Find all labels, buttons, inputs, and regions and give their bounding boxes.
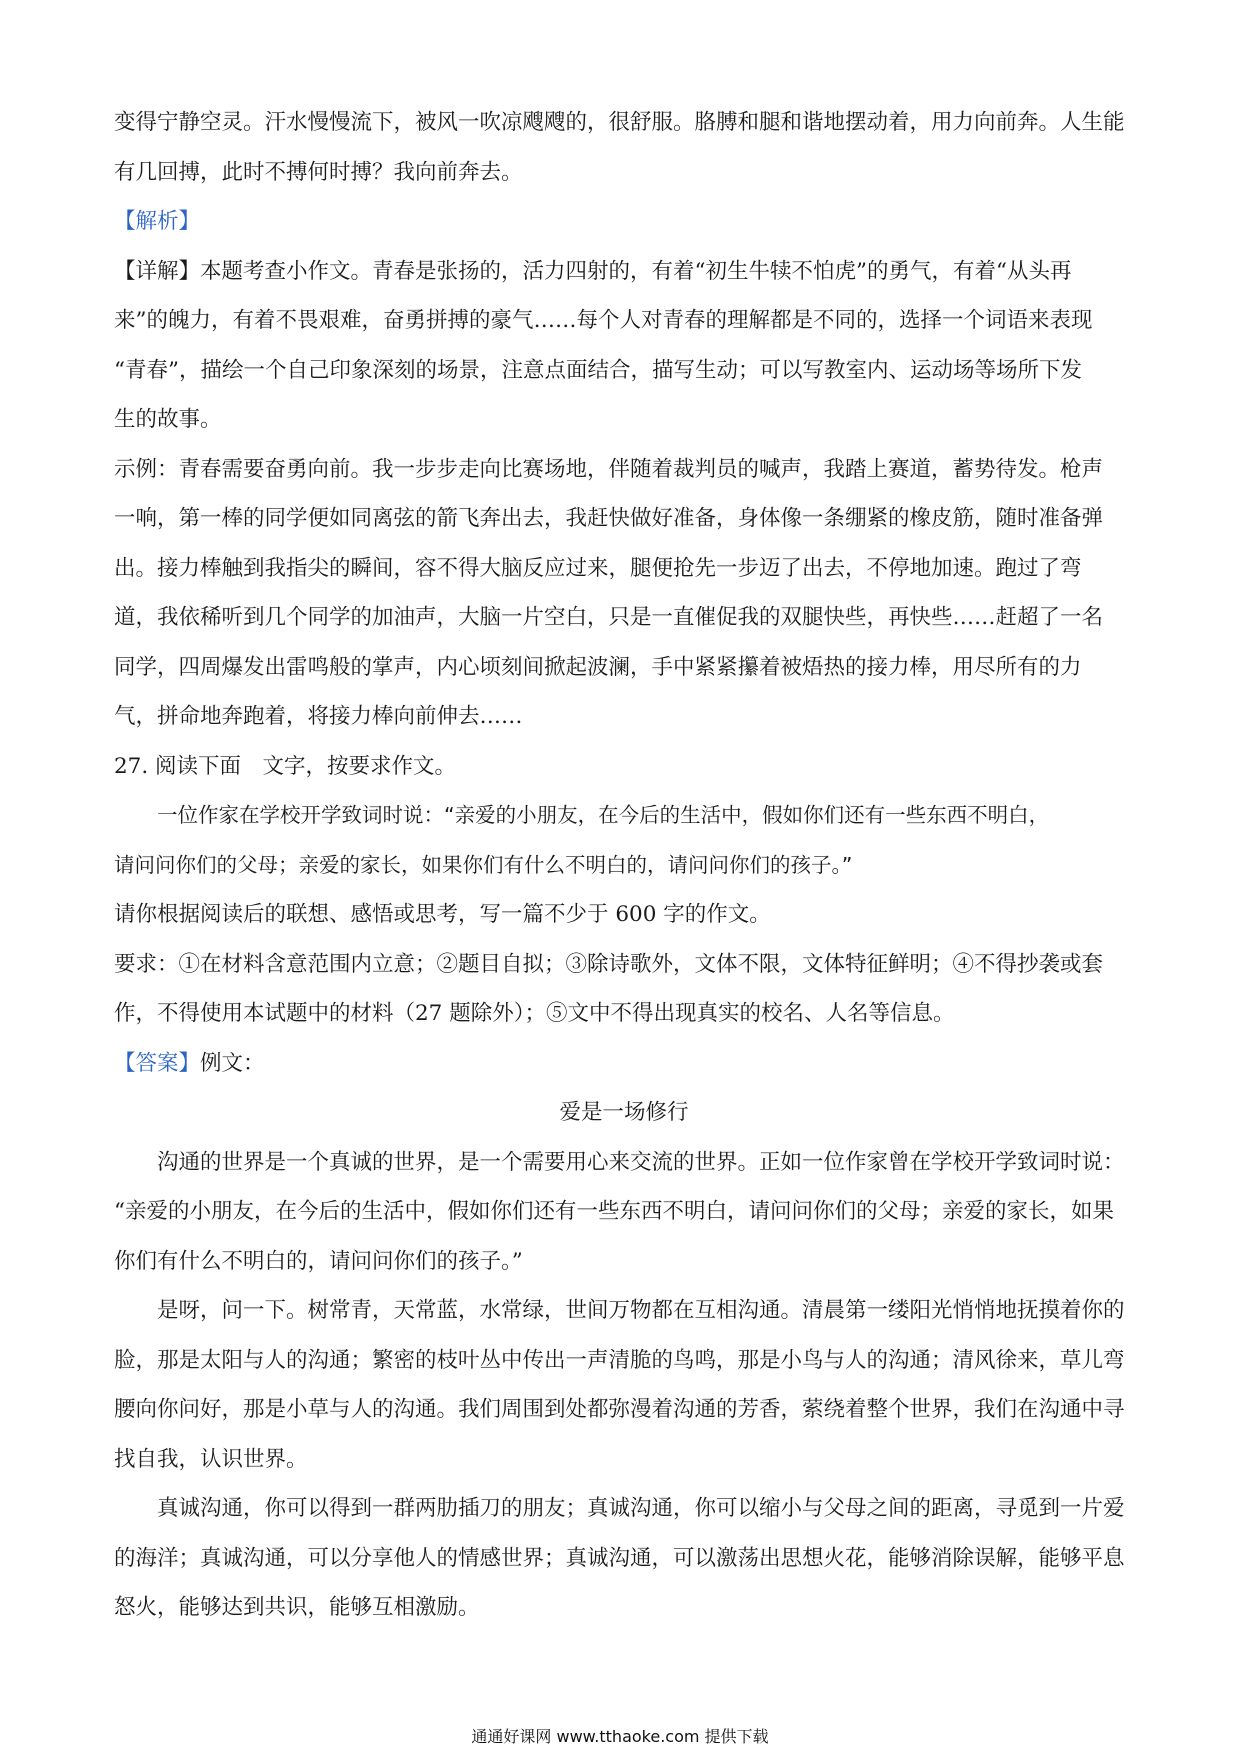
material-quote-line: 请问问你们的父母；亲爱的家长，如果你们有什么不明白的，请问问你们的孩子。” — [114, 852, 853, 877]
paragraph-line: 生的故事。 — [114, 407, 222, 432]
paragraph-line: 腰向你问好，那是小草与人的沟通。我们周围到处都弥漫着沟通的芳香，萦绕着整个世界，我们在沟通中寻 — [114, 1397, 1125, 1422]
paragraph-line: 道，我依稀听到几个同学的加油声，大脑一片空白，只是一直催促我的双腿快些，再快些……赶超了一名 — [114, 605, 1104, 630]
document-page — [114, 98, 1134, 1633]
paragraph-line: 沟通的世界是一个真诚的世界，是一个需要用心来交流的世界。正如一位作家曾在学校开学致词时说： — [157, 1149, 1125, 1175]
question-heading: 27. 阅读下面 文字，按要求作文。 — [114, 753, 457, 779]
paragraph-line: 是呀，问一下。树常青，天常蓝，水常绿，世间万物都在互相沟通。清晨第一缕阳光悄悄地抚摸着你的 — [157, 1298, 1125, 1323]
analysis-tag: 【解析】 — [114, 209, 201, 234]
paragraph-line: 来”的魄力，有着不畏艰难，奋勇拼搏的豪气……每个人对青春的理解都是不同的，选择一个词语来表现 — [114, 308, 1093, 333]
paragraph-line: 找自我，认识世界。 — [114, 1446, 308, 1472]
paragraph-line: “青春”，描绘一个自己印象深刻的场景，注意点面结合，描写生动；可以写教室内、运动场等场所下发 — [114, 357, 1082, 383]
material-quote-line: 一位作家在学校开学致词时说：“亲爱的小朋友，在今后的生活中，假如你们还有一些东西不明白， — [157, 803, 1050, 827]
page-footer: 通通好课网 www.tthaoke.com 提供下载 — [471, 1727, 769, 1746]
paragraph-line: 一响，第一棒的同学便如同离弦的箭飞奔出去，我赶快做好准备，身体像一条绷紧的橡皮筋，随时准备弹 — [114, 506, 1104, 531]
paragraph-line: 要求：①在材料含意范围内立意；②题目自拟；③除诗歌外，文体不限，文体特征鲜明；④不得抄袭或套 — [114, 951, 1104, 977]
answer-tag: 【答案】 — [114, 1050, 201, 1076]
paragraph-line: 同学，四周爆发出雷鸣般的掌声，内心顷刻间掀起波澜，手中紧紧攥着被焐热的接力棒，用尽所有的力 — [114, 654, 1082, 680]
paragraph-line: 的海洋；真诚沟通，可以分享他人的情感世界；真诚沟通，可以激荡出思想火花，能够消除误解，能够平息 — [114, 1545, 1125, 1571]
answer-line — [114, 1039, 1134, 1089]
paragraph-line: 变得宁静空灵。汗水慢慢流下，被风一吹凉飕飕的，很舒服。胳膊和腿和谐地摆动着，用力向前奔。人生能 — [114, 110, 1125, 135]
paragraph-line: 【详解】本题考查小作文。青春是张扬的，活力四射的，有着“初生牛犊不怕虎”的勇气，有着“从头再 — [114, 258, 1072, 284]
paragraph-line: 出。接力棒触到我指尖的瞬间，容不得大脑反应过来，腿便抢先一步迈了出去，不停地加速。跑过了弯 — [114, 555, 1082, 581]
sample-essay-label: 例文： — [200, 1050, 265, 1076]
paragraph-line: 示例：青春需要奋勇向前。我一步步走向比赛场地，伴随着裁判员的喊声，我踏上赛道，蓄势待发。枪声 — [114, 456, 1104, 482]
paragraph-line: 真诚沟通，你可以得到一群两肋插刀的朋友；真诚沟通，你可以缩小与父母之间的距离，寻觅到一片爱 — [157, 1496, 1125, 1521]
paragraph-line: 请你根据阅读后的联想、感悟或思考，写一篇不少于 600 字的作文。 — [114, 902, 771, 927]
paragraph-line: 你们有什么不明白的，请问问你们的孩子。” — [114, 1248, 523, 1274]
paragraph-line: 气，拼命地奔跑着，将接力棒向前伸去…… — [114, 704, 523, 729]
paragraph-line: 有几回搏，此时不搏何时搏？我向前奔去。 — [114, 159, 523, 185]
paragraph-line: 脸，那是太阳与人的沟通；繁密的枝叶丛中传出一声清脆的鸟鸣，那是小鸟与人的沟通；清风徐来，草儿弯 — [114, 1347, 1125, 1373]
paragraph-line: 怒火，能够达到共识，能够互相激励。 — [114, 1595, 480, 1620]
paragraph-line: 作，不得使用本试题中的材料（27 题除外）；⑤文中不得出现真实的校名、人名等信息。 — [114, 1001, 955, 1026]
paragraph-line: “亲爱的小朋友，在今后的生活中，假如你们还有一些东西不明白，请问问你们的父母；亲爱的家长，如果 — [114, 1199, 1114, 1224]
essay-title: 爱是一场修行 — [559, 1100, 689, 1125]
